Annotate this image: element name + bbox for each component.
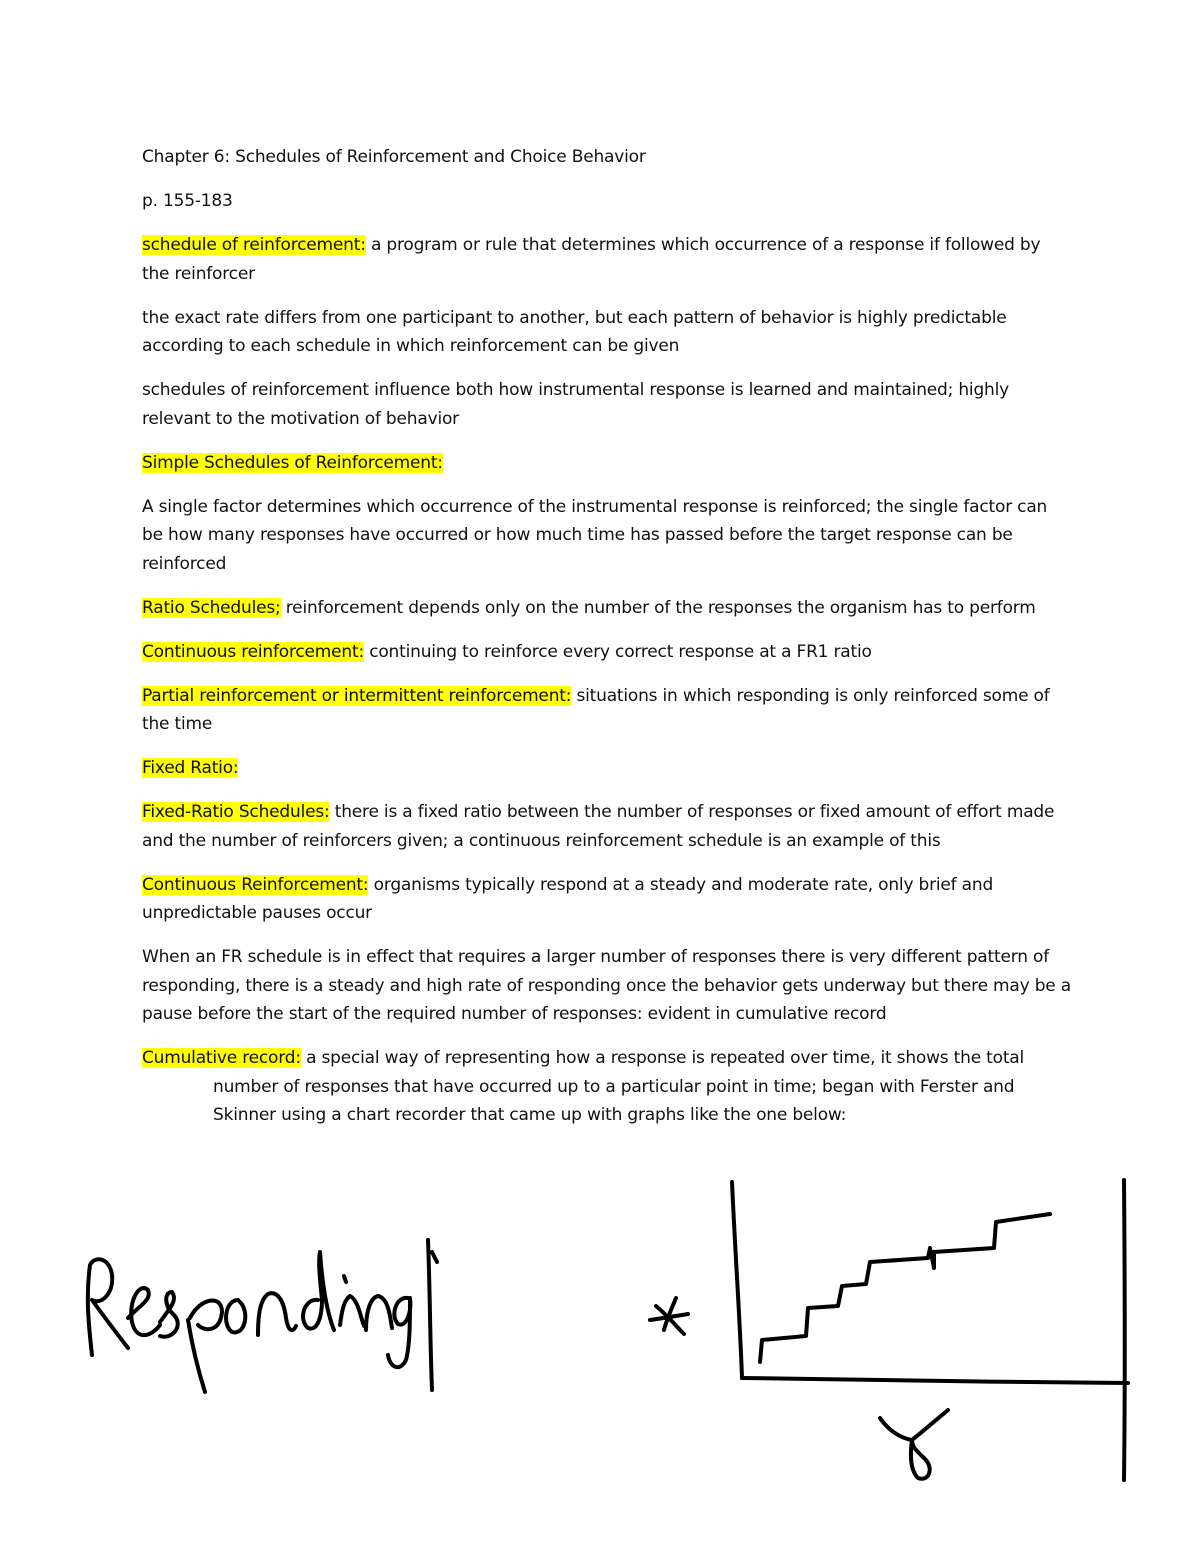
definition-text: situations in which responding is only reinforced some of the time: [142, 685, 1050, 734]
highlighted-term: Ratio Schedules;: [142, 597, 281, 618]
definition-text: reinforcement depends only on the number of the responses the organism has to perform: [280, 597, 1036, 618]
definition-text: continuing to reinforce every correct response at a FR1 ratio: [364, 641, 872, 662]
highlighted-term: Fixed Ratio:: [142, 758, 239, 778]
highlighted-term: Continuous reinforcement:: [142, 641, 364, 662]
highlighted-term: Partial reinforcement or intermittent reinforcement:: [142, 685, 572, 706]
highlighted-term: Cumulative record:: [142, 1048, 301, 1068]
definition-text: a program or rule that determines which occurrence of a response if followed by the reinforcer: [142, 235, 1041, 284]
handwritten-axis-mark-x: [650, 1298, 688, 1334]
definition-text: A single factor determines which occurrence of the instrumental response is reinforced; the single factor can be how many responses have occurred or how much time has passed before the target response can be reinforced: [142, 496, 1048, 574]
handwritten-responding-label: [88, 1240, 437, 1392]
handwritten-axis-mark-y: [880, 1410, 948, 1479]
highlighted-term: Fixed-Ratio Schedules:: [142, 802, 330, 822]
highlighted-term: Continuous Reinforcement:: [142, 874, 369, 895]
stepped-response-line: [760, 1214, 1050, 1362]
highlighted-term: schedule of reinforcement:: [142, 235, 366, 255]
definition-text: the exact rate differs from one participant to another, but each pattern of behavior is highly predictable according to each schedule in which reinforcement can be given: [142, 307, 1007, 356]
chapter-title: Chapter 6: Schedules of Reinforcement and Choice Behavior: [142, 147, 646, 167]
page-range: p. 155-183: [142, 191, 233, 211]
x-axis-line: [742, 1378, 1128, 1383]
definition-text: there is a fixed ratio between the number of responses or fixed amount of effort made and the number of reinforcers given; a continuous reinforcement schedule is an example of this: [142, 802, 1055, 851]
cumulative-record-graph: [732, 1180, 1128, 1480]
definition-text: When an FR schedule is in effect that requires a larger number of responses there is very different pattern of responding, there is a steady and high rate of responding once the behavior gets underway but there may be a pause before the start of the required number of responses: evident in cumulative record: [142, 947, 1071, 1024]
y-axis-line: [732, 1182, 742, 1378]
right-border-line: [1124, 1180, 1125, 1480]
highlighted-term: Simple Schedules of Reinforcement:: [142, 452, 443, 473]
definition-text: a special way of representing how a response is repeated over time, it shows the total number of responses that have occurred up to a particular point in time; began with Ferster and Skinner using a chart recorder that came up with graphs like the one below:: [213, 1048, 1025, 1125]
definition-text: organisms typically respond at a steady and moderate rate, only brief and unpredictable pauses occur: [142, 874, 994, 923]
definition-text: schedules of reinforcement influence both how instrumental response is learned and maintained; highly relevant to the motivation of behavior: [142, 380, 1009, 429]
